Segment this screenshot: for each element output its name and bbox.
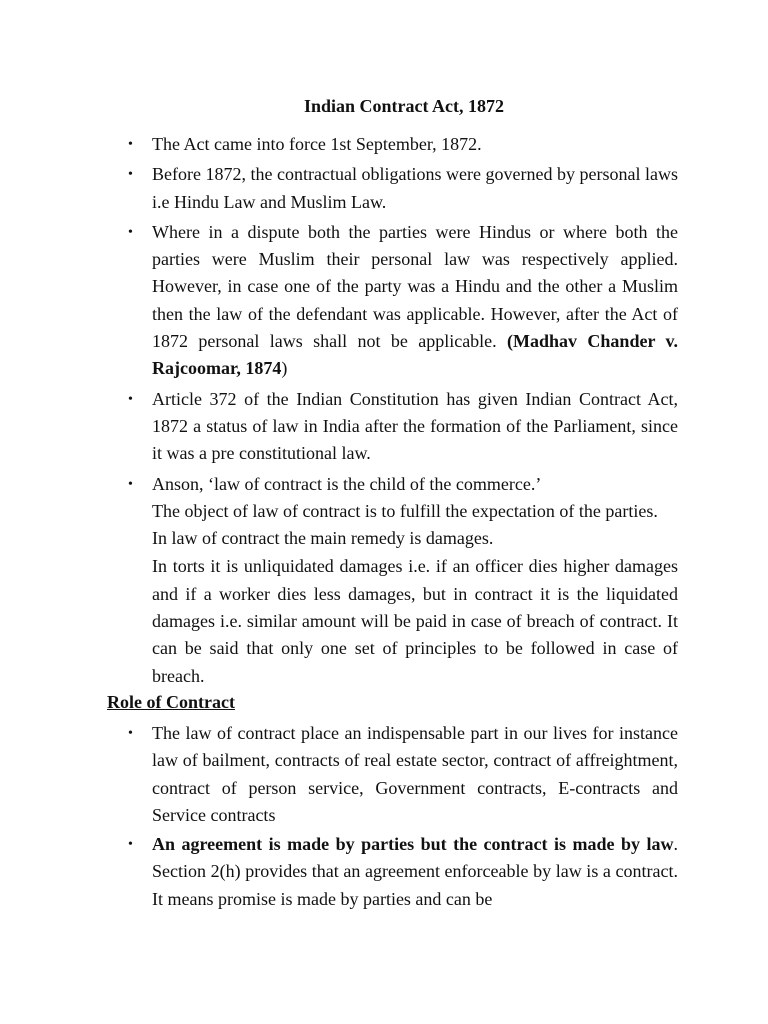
role-of-contract-list bbox=[124, 720, 678, 915]
role-of-contract-heading: Role of Contract bbox=[107, 692, 235, 712]
agreement-lead: An agreement is made by parties but the contract is made by law bbox=[152, 834, 674, 855]
bullet-icon: • bbox=[128, 726, 133, 741]
list-item bbox=[124, 386, 678, 468]
list-item-text: Article 372 of the Indian Constitution has given Indian Contract Act, 1872 a status of law in India after the formation of the Parliament, since it was a pre constitutional law. bbox=[152, 388, 678, 464]
list-item bbox=[124, 471, 678, 690]
anson-quote: Anson, ‘law of contract is the child of the commerce.’ bbox=[152, 473, 542, 494]
list-item bbox=[124, 831, 678, 913]
bullet-icon: • bbox=[128, 224, 133, 240]
document-title: Indian Contract Act, 1872 bbox=[303, 96, 504, 116]
object-of-contract-text: The object of law of contract is to fulfill the expectation of the parties. bbox=[152, 500, 658, 521]
act-overview-list bbox=[124, 131, 678, 693]
bullet-icon: • bbox=[128, 476, 133, 492]
personal-law-text: Where in a dispute both the parties were Hindus or where both the parties were Muslim their personal law was respectively applied. However, in case one of the party was a Hindu and the other a Muslim then the law of the defendant was applicable. However, after the Act of 1872 personal laws shall not be applicable. bbox=[152, 221, 678, 352]
bullet-icon: • bbox=[128, 167, 133, 183]
list-item bbox=[124, 720, 678, 829]
case-citation: (Madhav Chander v. Rajcoomar, 1874 bbox=[152, 331, 678, 379]
damages-text: In torts it is unliquidated damages i.e. if an officer dies higher damages and if a worker dies less damages, but in contract it is the liquidated damages i.e. similar amount will be paid in case of breach of contract. It can be said that only one set of principles to be followed in case of breach. bbox=[152, 556, 678, 686]
list-item-text bbox=[152, 831, 678, 913]
bullet-icon: • bbox=[128, 137, 133, 152]
list-item bbox=[124, 161, 678, 216]
list-item-text: The Act came into force 1st September, 1872. bbox=[152, 134, 482, 154]
bullet-icon: • bbox=[128, 837, 133, 853]
section-2h-text: . Section 2(h) provides that an agreement enforceable by law is a contract. It means promise is made by parties and can be bbox=[152, 834, 678, 909]
bullet-icon: • bbox=[128, 391, 133, 407]
list-item bbox=[124, 219, 678, 383]
list-item bbox=[124, 131, 678, 158]
remedy-text: In law of contract the main remedy is damages. bbox=[152, 528, 494, 549]
list-item-text: The law of contract place an indispensable part in our lives for instance law of bailment, contracts of real estate sector, contract of affreightment, contract of person service, Government contracts, E-contracts and Service contracts bbox=[152, 723, 678, 825]
list-item-text: Where in a dispute both the parties were Hindus or where both the parties were Muslim their personal law was respectively applied. However, in case one of the party was a Hindu and the other a Muslim then the law of the defendant was applicable. However, after the Act of 1872 personal laws shall not be applicable. (Madhav Chander v. Rajcoomar, 1874) bbox=[152, 221, 678, 379]
list-item-text: Before 1872, the contractual obligations were governed by personal laws i.e Hindu Law and Muslim Law. bbox=[152, 164, 678, 212]
